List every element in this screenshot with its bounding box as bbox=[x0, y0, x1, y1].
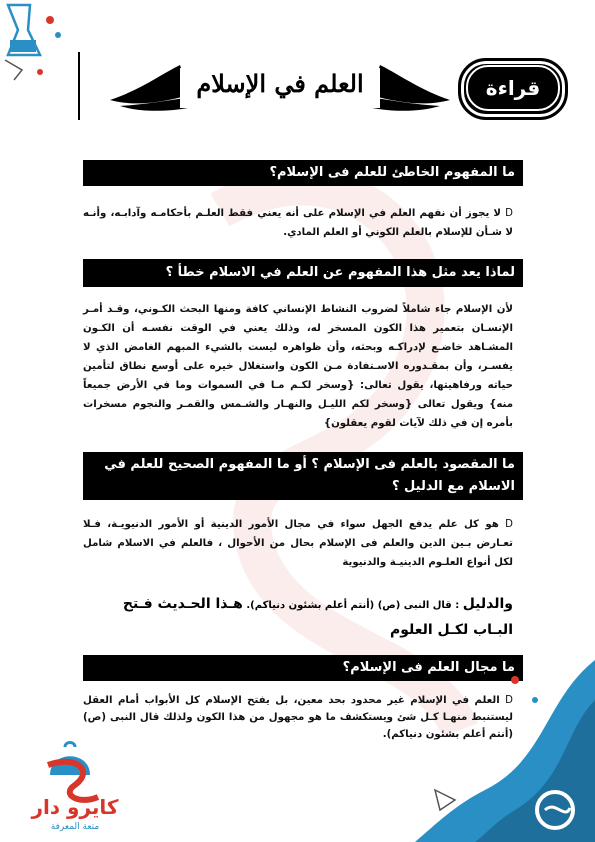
answer-2: لأن الإسلام جاء شاملاً لضروب النشاط الإنساني كافة ومنها البحث الكـوني، وقـد أمـر الإنسـان بتعمير هذا الكون المسخر له، وذلك يعني في الوقت نفسـه أن الكـون المشـاهد خاضـع لإدراكـه وبحثه، وأن ظواهره ليست بالشيء المبهم الغامض الذي لا يفسـر، وأن بمقـدوره الاسـتفادة مـن الكون واستغلال خيره على أوسع نطاق لتأمين حياته ورفاهيتها، يقول تعالى: {وسخر لكـم مـا في السموات وما في الأرض جميعاً منه} ويقول تعالى {وسخر لكم الليـل والنهـار والشـمس والقمـر والنجوم مسخرات بأمره إن في ذلك لآيات لقوم يعقلون} bbox=[83, 304, 513, 429]
bullet-icon: D bbox=[505, 519, 514, 530]
logo-tagline: متعة المعرفة bbox=[50, 822, 100, 832]
evidence-label: والدليل bbox=[462, 596, 513, 612]
logo-name: كايرو دار bbox=[31, 795, 119, 819]
question-bar-4: ما مجال العلم فى الإسلام؟ bbox=[83, 655, 523, 681]
evidence-note: هـذا الحـديث فـتح البـاب لكـل العلوم bbox=[122, 596, 513, 638]
question-bar-1: ما المفهوم الخاطئ للعلم فى الإسلام؟ bbox=[83, 160, 523, 186]
question-bar-2: لماذا يعد مثل هذا المفهوم عن العلم في الاسلام خطأ ؟ bbox=[83, 259, 523, 287]
answer-1 bbox=[83, 204, 513, 242]
page-title: العلم في الإسلام bbox=[196, 69, 364, 98]
bullet-icon: D bbox=[505, 695, 514, 706]
corner-wave-decoration bbox=[395, 640, 595, 842]
answer-4-text: العلم في الإسلام غير محدود بحد معين، بل يفتح الإسلام كل الأبواب أمام العقل ليستنبط منهـا كـل شئ ويستكشف ما هو مجهول من هذا الكون ولذلك قال النبى (ص) (أنتم أعلم بشئون دنياكم). bbox=[83, 695, 513, 740]
evidence-line bbox=[83, 592, 513, 644]
question-bar-3: ما المقصود بالعلم فى الإسلام ؟ أو ما المفهوم الصحيح للعلم في الاسلام مع الدليل ؟ bbox=[83, 452, 523, 500]
answer-3-text: هو كل علم يدفع الجهل سواء في مجال الأمور الدينية أو الأمور الدنيويـة، فـلا تعـارض بـين الدين والعلم فى الإسلام بحال من الأحوال ، فالعلم في الاسلام شامل لكل أنواع العلـوم الدينيـة والدنيوية bbox=[83, 519, 513, 568]
section-badge: قراءة bbox=[466, 65, 560, 111]
evidence-text: : قال النبى (ص) (أنتم أعلم بشئون دنياكم). bbox=[246, 600, 460, 611]
bullet-icon: D bbox=[505, 208, 513, 219]
answer-3 bbox=[83, 515, 513, 572]
cairo-dar-logo-icon bbox=[20, 735, 145, 835]
answer-1-text: لا يجوز أن نفهم العلم في الإسلام على أنه يعني فقط العلـم بأحكامـه وآدابـه، وأنـه لا شـأن للإسلام بالعلم الكوني أو العلم المادي. bbox=[83, 208, 513, 238]
science-doodle-icon bbox=[0, 0, 70, 90]
